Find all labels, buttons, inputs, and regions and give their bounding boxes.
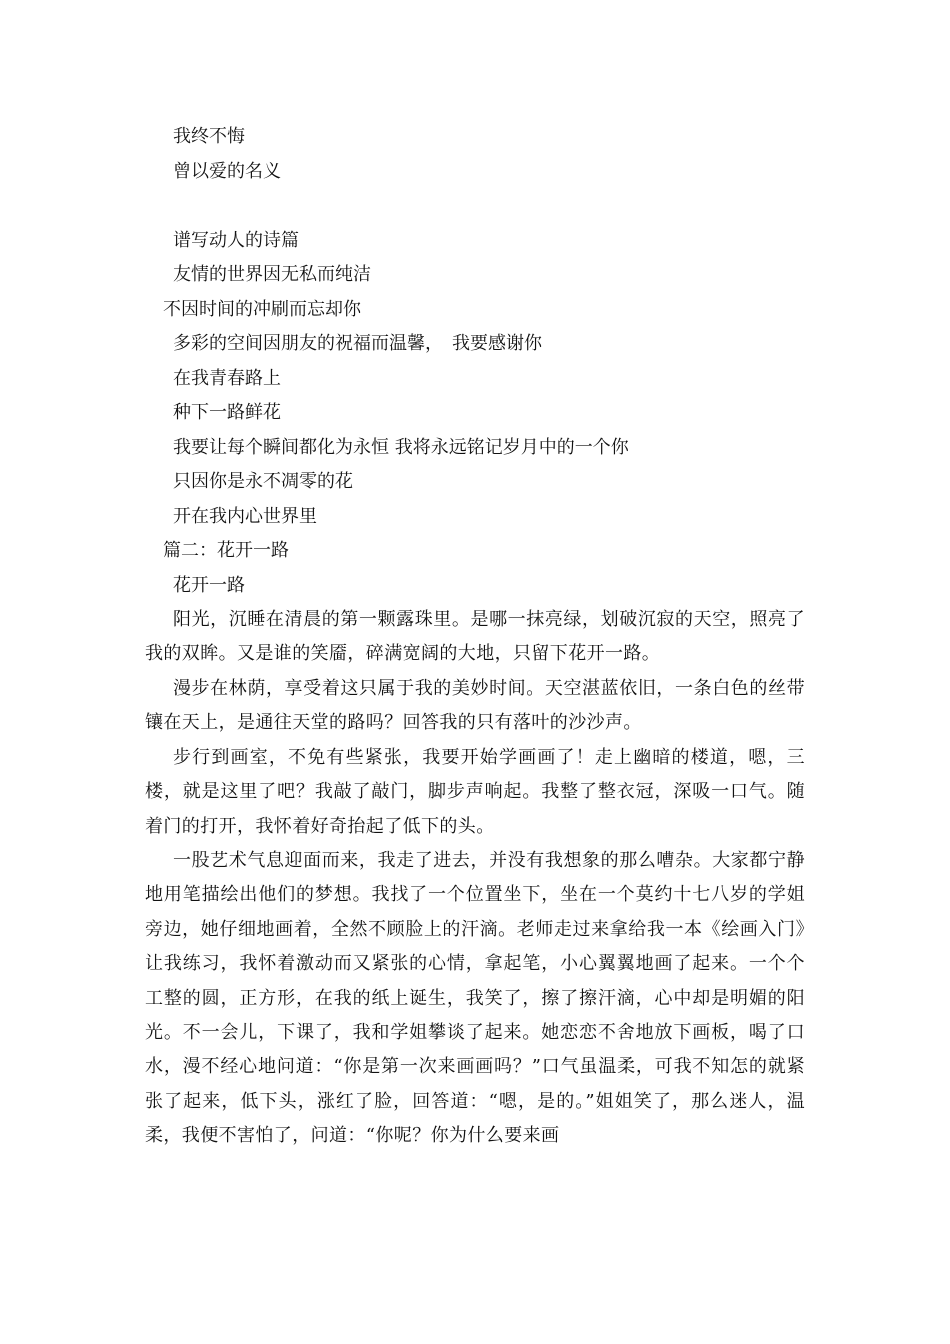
paragraph: 一股艺术气息迎面而来，我走了进去，并没有我想象的那么嘈杂。大家都宁静地用笔描绘出他们的梦想。我找了一个位置坐下，坐在一个莫约十七八岁的学姐旁边，她仔细地画着，全然不顾脸上的汗滴。老师走过来拿给我一本《绘画入门》让我练习，我怀着激动而又紧张的心情，拿起笔，小心翼翼地画了起来。一个个工整的圆，正方形，在我的纸上诞生，我笑了，擦了擦汗滴，心中却是明媚的阳光。不一会儿，下课了，我和学姐攀谈了起来。她恋恋不舍地放下画板，喝了口水，漫不经心地问道：“你是第一次来画画吗？”口气虽温柔，可我不知怎的就紧张了起来，低下头，涨红了脸，回答道：“嗯，是的。”姐姐笑了，那么迷人，温柔，我便不害怕了，问道：“你呢？你为什么要来画 <box>145 850 805 1147</box>
poem-line: 友情的世界因无私而纯洁 <box>173 264 371 285</box>
poem-line: 开在我内心世界里 <box>173 506 317 527</box>
section-heading: 篇二：花开一路 <box>163 540 289 561</box>
poem-line: 种下一路鲜花 <box>173 402 281 423</box>
poem-line: 不因时间的冲刷而忘却你 <box>163 299 361 320</box>
poem-line: 只因你是永不凋零的花 <box>173 471 353 492</box>
paragraph: 漫步在林荫，享受着这只属于我的美妙时间。天空湛蓝依旧，一条白色的丝带镶在天上，是通往天堂的路吗？回答我的只有落叶的沙沙声。 <box>145 678 805 734</box>
poem-line: 在我青春路上 <box>173 368 281 389</box>
poem-line: 谱写动人的诗篇 <box>173 230 299 251</box>
poem-line: 我要让每个瞬间都化为永恒 我将永远铭记岁月中的一个你 <box>173 437 629 458</box>
paragraph: 阳光，沉睡在清晨的第一颗露珠里。是哪一抹亮绿，划破沉寂的天空，照亮了我的双眸。又是谁的笑靥，碎满宽阔的大地，只留下花开一路。 <box>145 609 805 665</box>
poem-line: 我终不悔 <box>173 126 245 147</box>
article-title: 花开一路 <box>173 575 245 596</box>
paragraph: 步行到画室，不免有些紧张，我要开始学画画了！走上幽暗的楼道，嗯，三楼，就是这里了吧？我敲了敲门，脚步声响起。我整了整衣冠，深吸一口气。随着门的打开，我怀着好奇抬起了低下的头。 <box>145 747 805 837</box>
poem-line: 多彩的空间因朋友的祝福而温馨， 我要感谢你 <box>173 333 542 354</box>
poem-line: 曾以爱的名义 <box>173 161 281 182</box>
